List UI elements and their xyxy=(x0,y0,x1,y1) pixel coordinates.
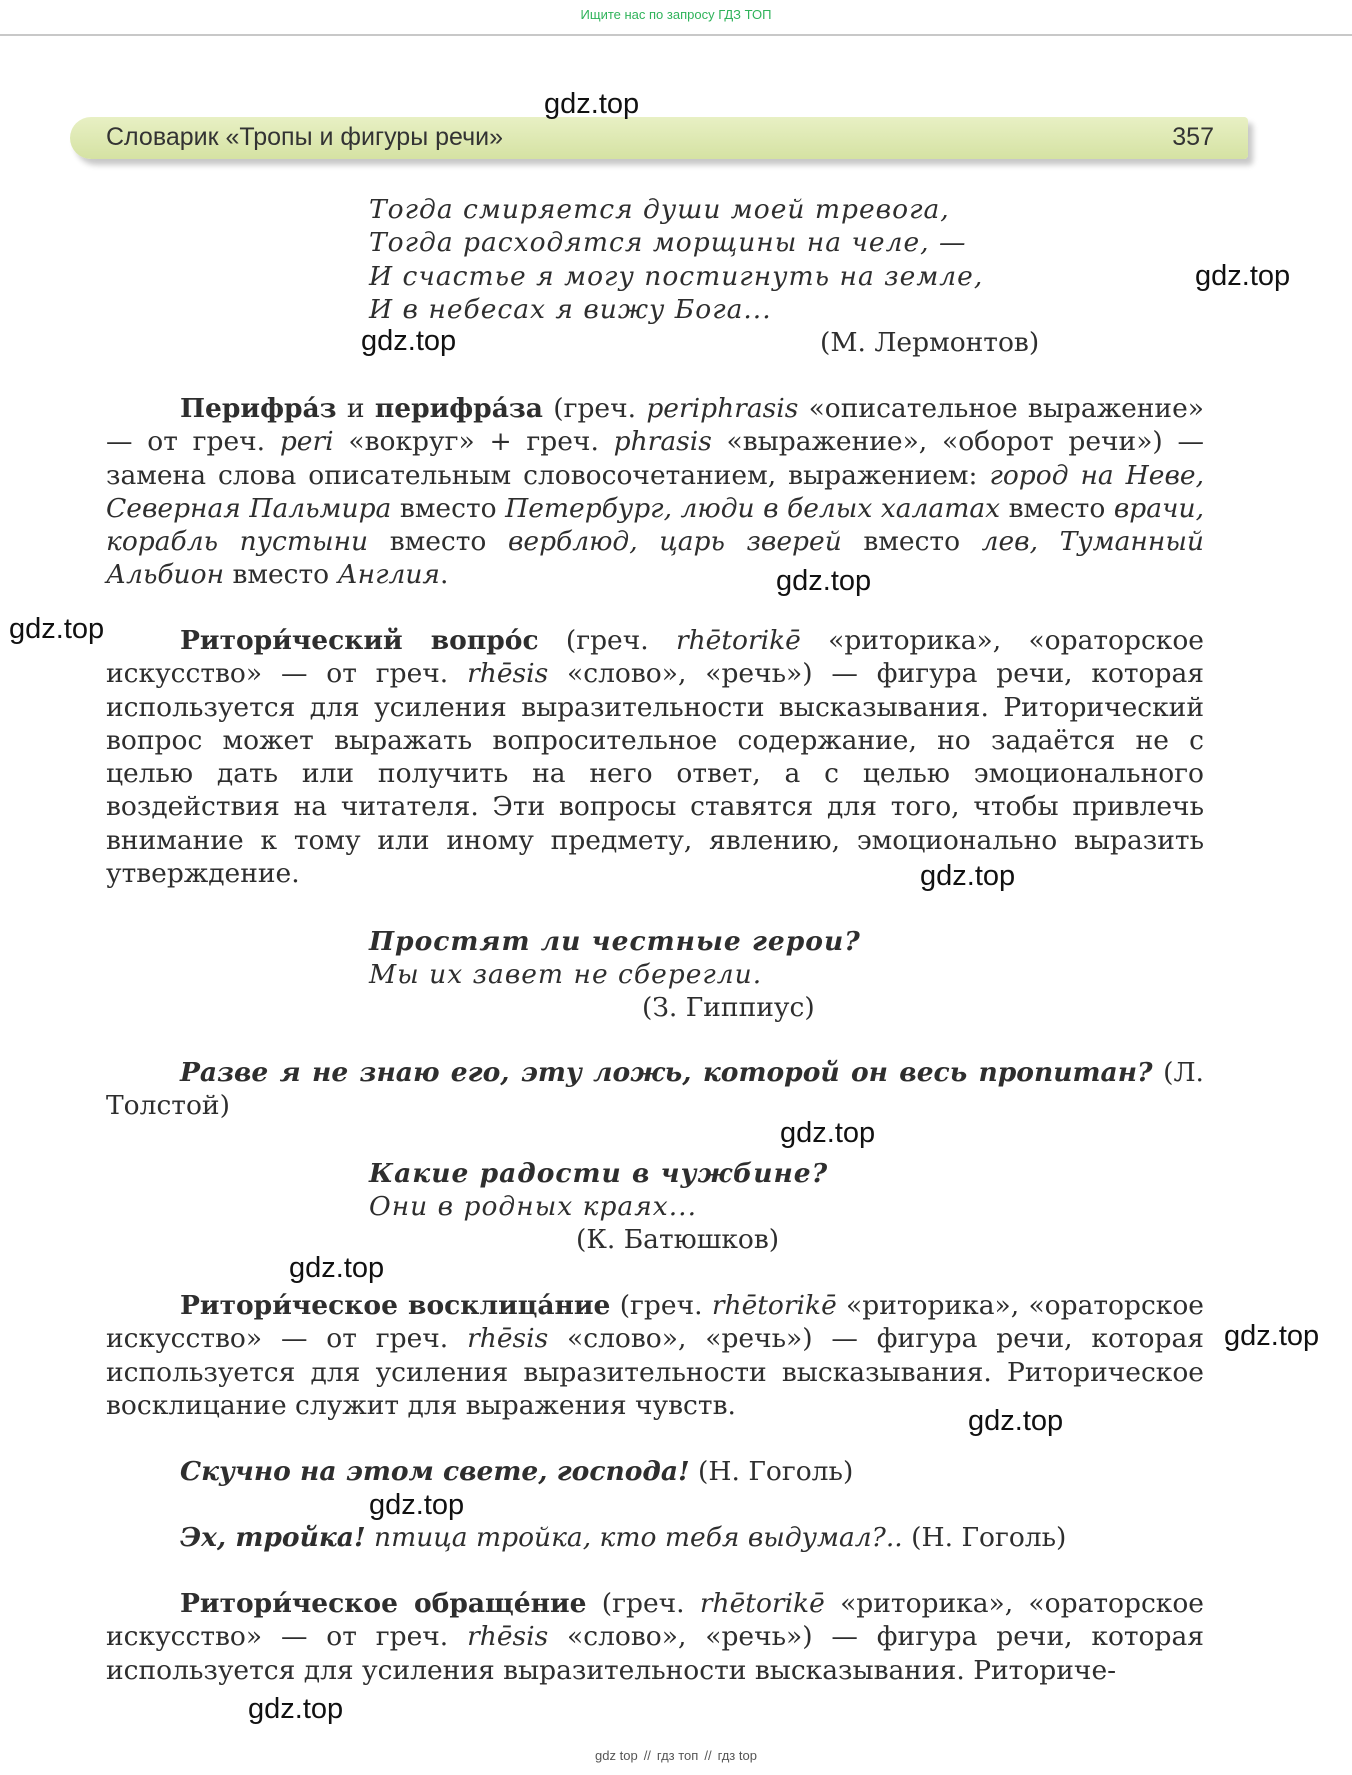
watermark: gdz.top xyxy=(9,613,105,645)
example-text: Разве я не знаю его, эту ложь, которой он весь пропитан? xyxy=(180,1057,1153,1088)
poem-line: И счастье я могу постигнуть на земле, xyxy=(369,260,984,292)
definition-rhetorical-exclamation xyxy=(106,1289,1204,1422)
example-gogol-2 xyxy=(106,1521,1204,1554)
example-text: Эх, тройка! xyxy=(180,1522,366,1553)
top-banner[interactable]: Ищите нас по запросу ГДЗ ТОП xyxy=(0,0,1352,36)
watermark: gdz.top xyxy=(289,1252,385,1284)
watermark: gdz.top xyxy=(968,1405,1064,1437)
watermark: gdz.top xyxy=(776,565,872,597)
poem-line: Тогда смиряется души моей тревога, xyxy=(369,194,950,225)
text-run: (греч. xyxy=(538,625,676,656)
example: город на Неве, Северная Пальмира xyxy=(106,459,1204,524)
footer-link[interactable]: гдз топ xyxy=(656,1748,699,1763)
header-title: Словарик «Тропы и фигуры речи» xyxy=(106,123,503,151)
example-gogol-1 xyxy=(106,1455,1204,1488)
watermark: gdz.top xyxy=(1224,1320,1320,1352)
text-run: «вокруг» + греч. xyxy=(333,426,614,458)
term: Ритори́ческое обраще́ние xyxy=(180,1588,587,1619)
text-run: и xyxy=(336,393,375,424)
greek-word: periphrasis xyxy=(646,393,799,424)
chapter-header xyxy=(70,117,1248,159)
poem-line: Тогда расходятся морщины на челе, — xyxy=(369,227,967,259)
watermark: gdz.top xyxy=(369,1489,465,1521)
term: Ритори́ческое восклица́ние xyxy=(180,1290,611,1321)
example-author: (Л. Толстой) xyxy=(106,1057,1204,1122)
term: Перифра́з xyxy=(180,393,337,424)
example: врачи, корабль пустыни xyxy=(106,492,1204,558)
text-run: «слово», «речь») — фигура речи, которая используется для усиления выразительности высказывания. Риторическое восклицание служит для выражения чувств. xyxy=(106,1323,1204,1421)
greek-word: rhētorikē xyxy=(699,1588,825,1619)
page-number: 357 xyxy=(1172,123,1214,151)
footer-separator: // xyxy=(704,1748,712,1763)
text-run: «слово», «речь») — фигура речи, которая используется для усиления выразительности высказывания. Риториче- xyxy=(106,1621,1204,1686)
poem-line: Мы их завет не сберегли. xyxy=(369,959,763,991)
definition-rhetorical-address xyxy=(106,1587,1204,1687)
text-run: (греч. xyxy=(542,393,647,424)
poem-line: Они в родных краях... xyxy=(369,1191,697,1223)
term: Ритори́ческий вопро́с xyxy=(180,625,539,656)
greek-word: phrasis xyxy=(613,426,712,458)
text-run: «риторика», «ораторское искусство» — от греч. xyxy=(106,1588,1204,1653)
greek-word: rhētorikē xyxy=(675,625,801,656)
example: Англия xyxy=(337,559,440,591)
watermark: gdz.top xyxy=(248,1693,344,1725)
poem-batyushkov xyxy=(369,1157,828,1224)
watermark: gdz.top xyxy=(544,88,640,120)
greek-word: rhēsis xyxy=(467,1621,549,1653)
greek-word: rhētorikē xyxy=(711,1290,837,1321)
text-run: вместо xyxy=(1000,492,1114,524)
poem-lermontov xyxy=(369,193,983,326)
poem-line: И в небесах я вижу Бога... xyxy=(369,293,772,325)
example: верблюд, царь зверей xyxy=(507,526,842,558)
text-run: . xyxy=(439,559,449,591)
watermark: gdz.top xyxy=(780,1117,876,1149)
poem-line: Простят ли честные герои? xyxy=(369,926,861,957)
text-run: вместо xyxy=(224,559,338,591)
text-run: «риторика», «ораторское искусство» — от греч. xyxy=(106,625,1204,690)
text-run: (греч. xyxy=(586,1588,700,1619)
text-run: вместо xyxy=(841,526,982,558)
watermark: gdz.top xyxy=(361,325,457,357)
greek-word: rhēsis xyxy=(467,658,549,690)
example: лев, Туманный Альбион xyxy=(106,526,1204,591)
text-run: вместо xyxy=(368,526,508,558)
text-run: «выражение», «оборот речи») — замена слова описательным словосочетанием, выражением: xyxy=(106,426,1205,491)
poem-author: (З. Гиппиус) xyxy=(642,992,815,1023)
greek-word: rhēsis xyxy=(467,1323,549,1355)
watermark: gdz.top xyxy=(1195,260,1291,292)
example-text: Скучно на этом свете, господа! xyxy=(180,1456,690,1487)
footer-link[interactable]: gdz top xyxy=(595,1748,638,1763)
watermark: gdz.top xyxy=(920,860,1016,892)
poem-author: (М. Лермонтов) xyxy=(820,327,1040,358)
footer-link[interactable]: гдз top xyxy=(717,1748,757,1763)
definition-periphrase xyxy=(106,392,1204,592)
text-run: «описательное выражение» — от греч. xyxy=(106,393,1204,458)
term: перифра́за xyxy=(374,393,543,424)
poem-line: Какие радости в чужбине? xyxy=(369,1158,829,1189)
example-author: (Н. Гоголь) xyxy=(902,1522,1067,1553)
greek-word: peri xyxy=(279,426,334,458)
text-run: «слово», «речь») — фигура речи, которая используется для усиления выразительности высказывания. Риторический вопрос может выражать вопросительное содержание, но задаётся не с целью дать или получить на него ответ, а с целью эмоционального воздействия на читателя. Эти вопросы ставятся для того, чтобы привлечь внимание к тому или иному предмету, явлению, эмоционально выразить утверждение. xyxy=(106,658,1204,890)
poem-gippius xyxy=(369,925,861,992)
example-tolstoy xyxy=(106,1056,1204,1123)
example-author: (Н. Гоголь) xyxy=(689,1456,854,1487)
example-text: птица тройка, кто тебя выдумал?.. xyxy=(365,1522,903,1553)
text-run: (греч. xyxy=(610,1290,712,1321)
text-run: вместо xyxy=(391,492,506,524)
footer-links xyxy=(0,1748,1352,1763)
footer-separator: // xyxy=(643,1748,651,1763)
poem-author: (К. Батюшков) xyxy=(576,1224,780,1255)
text-run: «риторика», «ораторское искусство» — от греч. xyxy=(106,1290,1204,1355)
definition-rhetorical-question xyxy=(106,624,1204,890)
example: Петербург, люди в белых халатах xyxy=(505,492,1001,524)
